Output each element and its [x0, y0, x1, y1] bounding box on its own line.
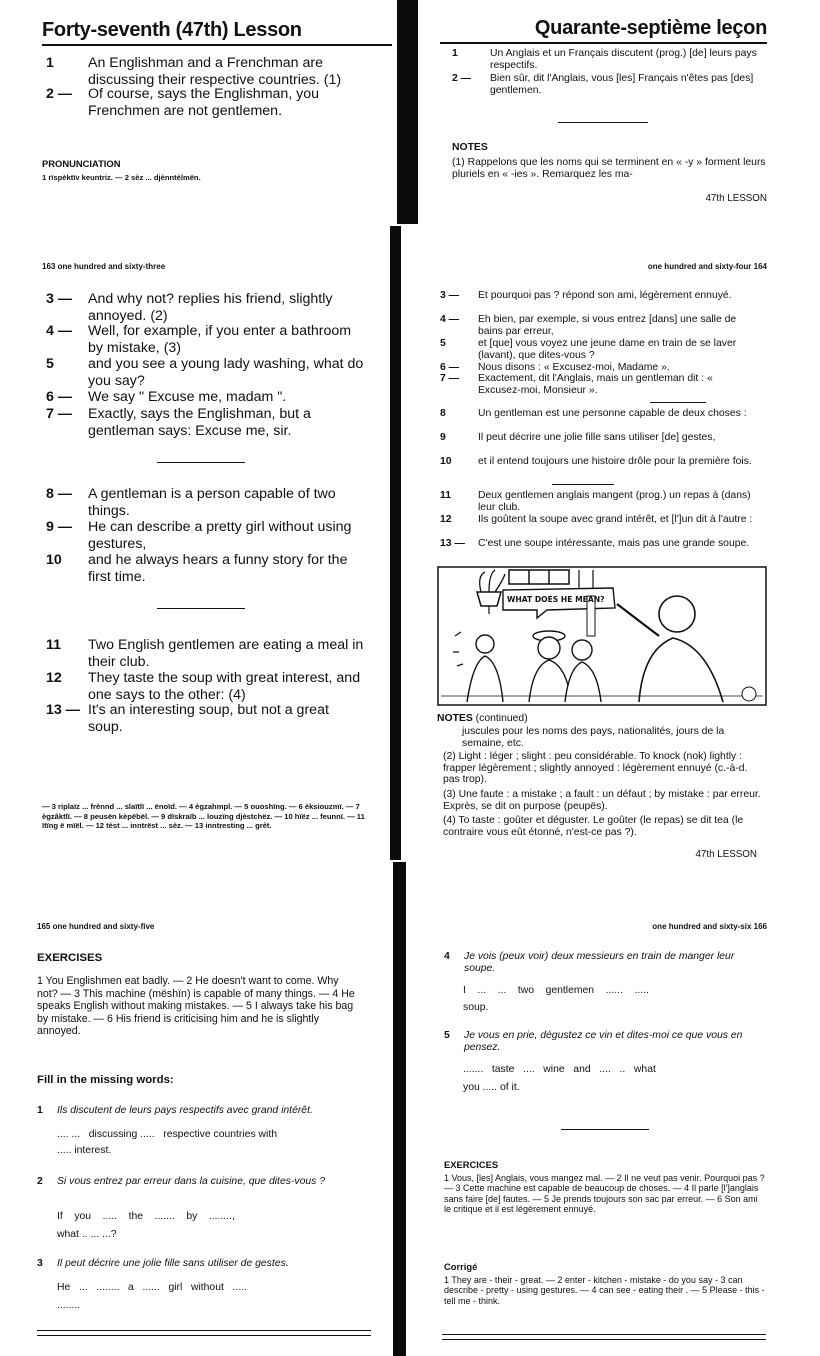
notes-continued-text: juscules pour les noms des pays, nationalités, jours de la semaine, etc. [462, 726, 725, 749]
separator-rule [558, 122, 648, 123]
bottom-rule [37, 1335, 371, 1336]
sentence-11-fr: 11 Deux gentlemen anglais mangent (prog.) un repas à (dans) leur club. [440, 490, 751, 513]
sentence-1-en: 1 An Englishman and a Frenchman are discussing their respective countries. (1) [46, 55, 342, 88]
title-underline-fr [440, 42, 767, 44]
fill-item-3-line1: He ... ........ a ...... girl without ..... [57, 1282, 247, 1293]
sentence-4-fr: 4 — Eh bien, par exemple, si vous entrez [dans] une salle de bains par erreur, [440, 314, 737, 337]
sentence-6-en: 6 — We say " Excuse me, madam ". [46, 389, 287, 405]
fill-item-1-line1: .... ... discussing ..... respective countries with [57, 1129, 278, 1140]
sentence-9-en: 9 — He can describe a pretty girl without using gestures, [46, 519, 352, 552]
fill-item-1-prompt: 1 Ils discutent de leurs pays respectifs avec grand intérêt. [37, 1105, 313, 1116]
sentence-4-en: 4 — Well, for example, if you enter a bathroom by mistake, (3) [46, 323, 352, 356]
exercises-heading: EXERCISES [37, 952, 103, 964]
exercices-text: 1 Vous, [les] Anglais, vous mangez mal. — 2 Il ne veut pas venir. Pourquoi pas ? — 3 Cette machine est capable de beaucoup de choses. — 4 Il parle [l']anglais sans faire [de] fautes. — 5 Je prends toujours son sac par erreur. — 6 Son ami le critique et il est légèrement ennuyé. [444, 1173, 765, 1215]
running-header-166: one hundred and sixty-six 166 [652, 922, 767, 931]
fill-item-2-prompt: 2 Si vous entrez par erreur dans la cuisine, que dites-vous ? [37, 1176, 325, 1187]
page-footer-top: 47th LESSON [705, 193, 767, 204]
pronunciation-text: — 3 riplaïz ... frènnd ... slaïtlï ... ënoïd. — 4 ègzahmpl. — 5 ouoshïng. — 6 èksiouzmï. — 7 ègzâktlï. — 8 peusën kèpëbël. — 9 dïskraïb ... louzïng djèstchëz. — 10 hïëz ... feunnï. — 11 ïtïng ë mïël. — 12 tèst ... inntrëst ... sèz. — 13 inntresting ... grèt. [42, 802, 365, 831]
sentence-5-en: 5 and you see a young lady washing, what do you say? [46, 356, 364, 389]
speech-bubble-text: WHAT DOES HE MEAN? [507, 595, 605, 604]
binding-gutter-top [397, 0, 418, 224]
fill-item-4-prompt: 4 Je vois (peux voir) deux messieurs en train de manger leur soupe. [444, 951, 735, 974]
note-3: (3) Une faute : a mistake ; a fault : un défaut ; by mistake : par erreur. Exprès, se dit on purpose (peupës). [443, 789, 761, 812]
fill-item-5-line2: you ..... of it. [463, 1082, 520, 1093]
fill-item-4-line2: soup. [463, 1002, 489, 1013]
page-footer-middle: 47th LESSON [695, 849, 757, 860]
exercices-heading: EXERCICES [444, 1159, 499, 1170]
fill-item-1-line2: ..... interest. [57, 1145, 112, 1156]
sentence-8-en: 8 — A gentleman is a person capable of two things. [46, 486, 336, 519]
sentence-3-fr: 3 — Et pourquoi pas ? répond son ami, légèrement ennuyé. [440, 290, 732, 301]
pronunciation-text: 1 rïspèktïv keuntriz. — 2 sèz ... djènntèlmën. [42, 173, 201, 182]
sentence-8-fr: 8 Un gentleman est une personne capable de deux choses : [440, 408, 747, 419]
sentence-6-fr: 6 — Nous disons : « Excusez-moi, Madame ». [440, 362, 670, 373]
fill-item-2-line2: what .. ... ...? [57, 1229, 117, 1240]
corrige-heading: Corrigé [444, 1261, 478, 1272]
sentence-10-en: 10 and he always hears a funny story for the first time. [46, 552, 348, 585]
notes-continued-heading: NOTES (continued) [437, 713, 528, 724]
sentence-7-fr: 7 — Exactement, dit l'Anglais, mais un gentleman dit : « Excusez-moi, Monsieur ». [440, 373, 713, 396]
running-header-164: one hundred and sixty-four 164 [647, 262, 767, 271]
bottom-rule [37, 1330, 371, 1331]
lesson-title-french: Quarante-septième leçon [534, 17, 767, 39]
sentence-13-fr: 13 — C'est une soupe intéressante, mais pas une grande soupe. [440, 538, 750, 549]
note-2: (2) Light : léger ; slight : peu considérable. To knock (nok) lightly : frapper légèrement ; slightly annoyed : légèrement ennuyé (c.-à-d. pas trop). [443, 751, 748, 786]
running-header-163: 163 one hundred and sixty-three [42, 262, 166, 271]
exercises-text: 1 You Englishmen eat badly. — 2 He doesn't want to come. Why not? — 3 This machine (mëshïn) is capable of many things. — 4 He speaks English without making mistakes. — 5 I always take his bag by mistake. — 6 His friend is criticising him and he is slightly annoyed. [37, 975, 355, 1038]
sentence-10-fr: 10 et il entend toujours une histoire drôle pour la première fois. [440, 456, 752, 467]
separator-rule [650, 402, 706, 403]
sentence-12-en: 12 They taste the soup with great interest, and one says to the other: (4) [46, 670, 361, 703]
pronunciation-heading: PRONUNCIATION [42, 158, 121, 169]
binding-gutter-middle [390, 226, 401, 860]
sentence-2-fr: 2 — Bien sûr, dit l'Anglais, vous [les] Français n'êtes pas [des] gentlemen. [452, 73, 754, 96]
sentence-2-en: 2 — Of course, says the Englishman, you Frenchmen are not gentlemen. [46, 86, 320, 119]
sentence-3-en: 3 — And why not? replies his friend, slightly annoyed. (2) [46, 291, 333, 324]
separator-rule [552, 484, 614, 485]
sentence-13-en: 13 — It's an interesting soup, but not a great soup. [46, 702, 329, 735]
cartoon-drawing [437, 566, 767, 706]
sentence-9-fr: 9 Il peut décrire une jolie fille sans utiliser [de] gestes, [440, 432, 716, 443]
note-4: (4) To taste : goûter et déguster. Le goûter (le repas) se dit tea (le contraire vous eût étonné, n'est-ce pas ?). [443, 815, 744, 838]
sentence-7-en: 7 — Exactly, says the Englishman, but a gentleman says: Excuse me, sir. [46, 406, 311, 439]
bottom-rule [442, 1334, 766, 1335]
sentence-5-fr: 5 et [que] vous voyez une jeune dame en train de se laver (lavant), que dites-vous ? [440, 338, 737, 361]
running-header-165: 165 one hundred and sixty-five [37, 922, 155, 931]
separator-rule [157, 608, 245, 609]
notes-heading: NOTES [452, 142, 488, 153]
lesson-title-english: Forty-seventh (47th) Lesson [42, 19, 302, 41]
bottom-rule [442, 1339, 766, 1340]
sentence-1-fr: 1 Un Anglais et un Français discutent (prog.) [de] leurs pays respectifs. [452, 48, 757, 71]
fill-item-4-line1: I ... ... two gentlemen ...... ..... [463, 985, 649, 996]
separator-rule [157, 462, 245, 463]
note-1: (1) Rappelons que les noms qui se terminent en « -y » forment leurs pluriels en « -ies ». Remarquez les ma- [452, 157, 766, 180]
fill-in-heading: Fill in the missing words: [37, 1074, 174, 1086]
sentence-12-fr: 12 Ils goûtent la soupe avec grand intérêt, et [l']un dit à l'autre : [440, 514, 753, 525]
sentence-11-en: 11 Two English gentlemen are eating a meal in their club. [46, 637, 364, 670]
fill-item-5-line1: ....... taste .... wine and .... .. what [463, 1064, 656, 1075]
fill-item-3-line2: ........ [57, 1300, 81, 1311]
fill-item-3-prompt: 3 Il peut décrire une jolie fille sans utiliser de gestes. [37, 1258, 289, 1269]
corrige-text: 1 They are - their - great. — 2 enter - kitchen - mistake - do you say - 3 can describe - pretty - using gestures. — 4 can see - eating their . — 5 Please - this - tell me - think. [444, 1275, 765, 1306]
fill-item-5-prompt: 5 Je vous en prie, dégustez ce vin et dites-moi ce que vous en pensez. [444, 1030, 743, 1053]
cartoon-illustration [437, 566, 767, 706]
title-underline [42, 44, 392, 46]
fill-item-2-line1: If you ..... the ....... by ........, [57, 1211, 235, 1222]
separator-rule [561, 1129, 649, 1130]
binding-gutter-bottom [393, 862, 406, 1356]
